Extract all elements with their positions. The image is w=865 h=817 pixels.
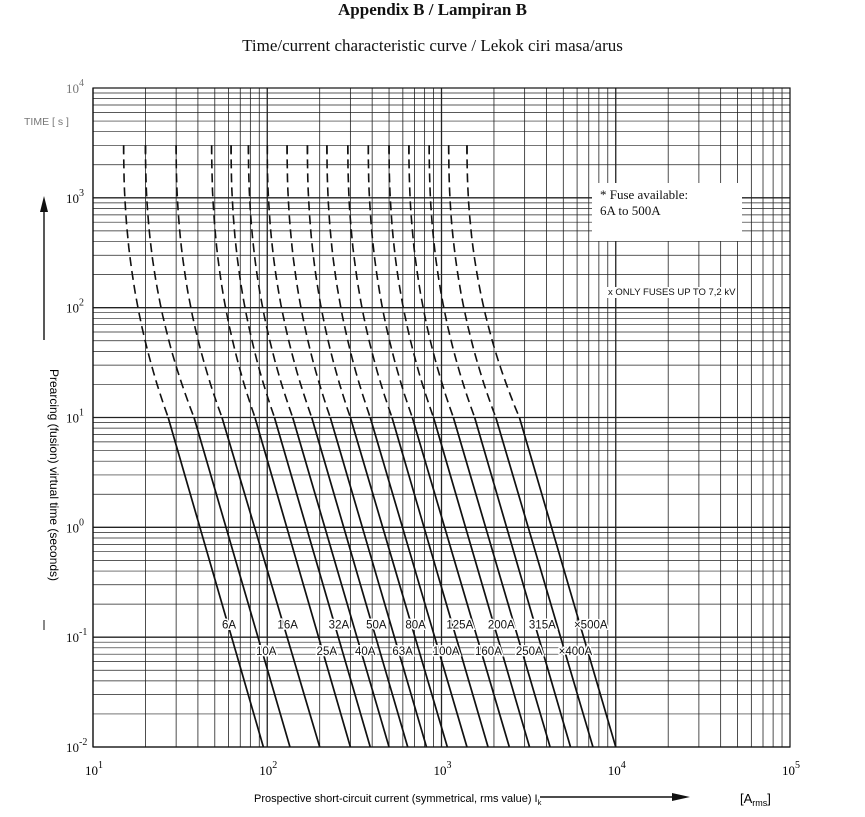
curve-500A-solid <box>519 418 615 748</box>
curve-160A-solid <box>412 418 509 748</box>
chart-title: Time/current characteristic curve / Lekok ciri masa/arus <box>242 36 623 55</box>
curve-label-40A: 40A <box>354 645 376 658</box>
curve-6A-solid <box>168 418 263 748</box>
curve-label-50A: 50A <box>366 619 387 632</box>
curve-25A-dashed <box>212 145 255 417</box>
x-tick-label <box>608 760 626 778</box>
curve-label-32A: 32A <box>328 619 350 632</box>
y-tick-label <box>66 188 84 206</box>
curve-500A-dashed <box>467 145 519 417</box>
y-tick-label <box>66 408 84 426</box>
curve-400A-solid <box>496 418 593 748</box>
y-axis-label: Prearcing (fusion) virtual time (seconds) <box>47 368 61 582</box>
x-tick-base: 10 <box>85 763 98 778</box>
y-tick-exp: 2 <box>79 297 84 309</box>
x-tick-base: 10 <box>607 763 621 778</box>
y-axis-arrow-head <box>40 196 48 212</box>
curve-16A-solid <box>222 418 320 748</box>
curve-200A-solid <box>434 418 530 748</box>
curve-125A-dashed <box>348 145 392 417</box>
curve-200A-dashed <box>389 145 434 417</box>
y-tick-exp: 4 <box>79 78 84 89</box>
curve-label-250A: 250A <box>515 645 543 658</box>
y-tick-exp: 0 <box>79 517 84 529</box>
curve-6A-dashed <box>124 145 169 417</box>
curve-400A-dashed <box>449 145 496 417</box>
x-axis-label-sub: k <box>537 798 542 807</box>
y-tick-base: 10 <box>66 81 79 96</box>
y-tick-exp: -2 <box>79 737 88 748</box>
curve-160A-dashed <box>368 145 412 417</box>
x-tick-base: 10 <box>433 763 447 778</box>
x-tick-label <box>259 760 277 778</box>
curve-100A-dashed <box>327 145 370 417</box>
y-axis-title: TIME [ s ] <box>24 116 69 128</box>
x-axis-arrow-head <box>672 793 690 801</box>
curve-label-100A: 100A <box>432 645 460 658</box>
x-tick-base: 10 <box>782 763 795 778</box>
curve-label-6A: 6A <box>222 619 237 632</box>
curve-80A-solid <box>350 418 447 748</box>
x-axis-unit <box>740 791 771 808</box>
x-unit-sub: rms <box>752 798 768 808</box>
y-tick-base: 10 <box>66 410 79 426</box>
x-axis-label <box>254 793 542 807</box>
curve-label-16A: 16A <box>277 619 298 632</box>
y-tick-exp: 1 <box>79 407 84 419</box>
voltage-note: x ONLY FUSES UP TO 7,2 kV <box>608 287 736 298</box>
curve-315A-solid <box>475 418 571 748</box>
curve-50A-dashed <box>267 145 311 417</box>
x-unit-main: [A <box>740 791 753 806</box>
curve-63A-solid <box>330 418 426 748</box>
y-tick-exp: 3 <box>79 187 84 199</box>
y-tick-base: 10 <box>66 190 79 206</box>
y-tick-base: 10 <box>66 520 79 536</box>
curve-125A-solid <box>392 418 488 748</box>
y-tick-label <box>66 517 84 535</box>
curve-25A-solid <box>255 418 350 748</box>
curve-250A-dashed <box>409 145 454 417</box>
x-tick-exp: 3 <box>446 760 452 771</box>
curve-315A-dashed <box>429 145 475 417</box>
page-title: Appendix B / Lampiran B <box>338 0 527 19</box>
curve-250A-solid <box>453 418 550 748</box>
curve-50A-solid <box>312 418 408 748</box>
x-tick-label <box>85 760 103 778</box>
x-tick-exp: 4 <box>620 760 626 771</box>
curve-40A-solid <box>293 418 389 748</box>
fuse-note-line1: * Fuse available: <box>600 187 689 202</box>
curve-100A-solid <box>370 418 467 748</box>
x-tick-label <box>434 760 452 778</box>
fuse-note-line2: 6A to 500A <box>600 203 661 218</box>
y-tick-base: 10 <box>66 740 79 755</box>
y-tick-base: 10 <box>66 300 79 316</box>
y-tick-label <box>66 737 87 755</box>
y-tick-label <box>66 298 84 316</box>
curve-80A-dashed <box>307 145 350 417</box>
curve-63A-dashed <box>287 145 330 417</box>
x-unit-close: ] <box>767 791 771 806</box>
curve-label-315A: 315A <box>528 619 556 632</box>
curve-label-200A: 200A <box>487 619 515 632</box>
curve-label-160A: 160A <box>475 645 502 658</box>
y-tick-label <box>66 78 84 96</box>
curve-label-400A: ×400A <box>558 645 593 658</box>
x-tick-exp: 1 <box>98 760 103 771</box>
curve-label-80A: 80A <box>405 619 426 632</box>
curve-10A-dashed <box>146 145 195 417</box>
curve-label-63A: 63A <box>392 645 413 658</box>
x-tick-base: 10 <box>259 763 273 778</box>
curve-label-25A: 25A <box>316 645 338 658</box>
y-tick-exp: -1 <box>79 627 88 639</box>
x-tick-label <box>782 760 800 778</box>
curve-label-125A: 125A <box>446 619 474 632</box>
fuse-availability-note <box>592 183 742 241</box>
curve-label-10A: 10A <box>255 645 277 658</box>
y-tick-label <box>66 627 87 645</box>
y-tick-base: 10 <box>66 630 79 646</box>
curve-32A-dashed <box>231 145 274 417</box>
curve-40A-dashed <box>248 145 292 417</box>
x-tick-exp: 5 <box>795 760 800 771</box>
x-axis-label-text: Prospective short-circuit current (symmetrical, rms value) I <box>254 793 538 805</box>
curve-label-500A: ×500A <box>573 619 608 632</box>
x-tick-exp: 2 <box>272 760 278 771</box>
curve-32A-solid <box>274 418 370 748</box>
curve-10A-solid <box>194 418 290 748</box>
